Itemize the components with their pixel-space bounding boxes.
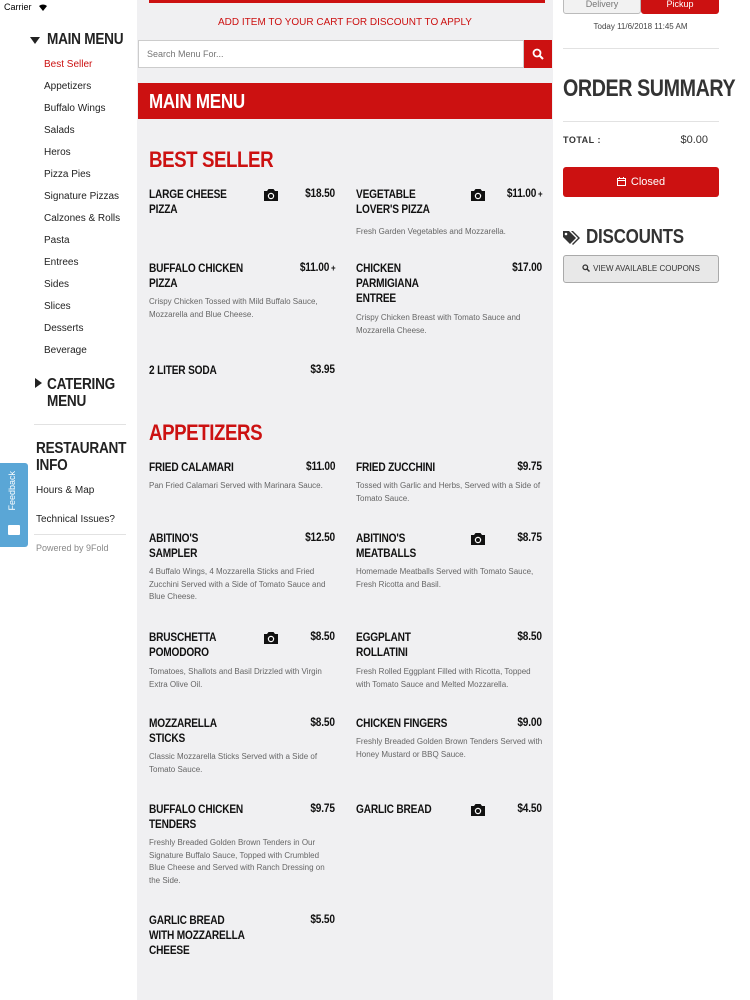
menu-item-price-value: $8.50 (310, 631, 335, 643)
catering-heading-line1: CATERING (47, 376, 115, 393)
restaurant-info-line2: INFO (36, 457, 68, 474)
sidebar-item-best-seller[interactable]: Best Seller (44, 59, 93, 70)
menu-item-price (311, 914, 335, 926)
menu-item-price-value: $8.75 (517, 532, 542, 544)
menu-item-price-value: $18.50 (305, 188, 335, 200)
menu-item-price-plus: + (537, 189, 542, 199)
search-icon (582, 264, 590, 272)
menu-item-name: FRIED ZUCCHINI (356, 462, 436, 474)
total-value: $0.00 (680, 134, 708, 146)
menu-item-description: Fresh Rolled Eggplant Filled with Ricotta, Topped with Tomato Sauce and Melted Mozzarella. (356, 667, 531, 689)
menu-item-price (299, 262, 335, 274)
best-seller-title: BEST SELLER (149, 147, 274, 172)
menu-item-price-value: $8.50 (310, 717, 335, 729)
main-menu-heading[interactable]: MAIN MENU (47, 31, 124, 48)
sidebar-divider (34, 424, 126, 425)
powered-by[interactable]: Powered by 9Fold (36, 543, 109, 553)
menu-item-name: BUFFALO CHICKEN TENDERS (149, 804, 244, 831)
sidebar-item-heros[interactable]: Heros (44, 147, 71, 158)
menu-item-price-value: $3.95 (310, 364, 335, 376)
menu-item-description: Crispy Chicken Breast with Tomato Sauce and Mozzarella Cheese. (356, 313, 521, 335)
menu-item-price (506, 188, 542, 200)
menu-item-description: 4 Buffalo Wings, 4 Mozzarella Sticks and Fried Zucchini Served with a Side of Tomato Sauce and Blue Cheese. (149, 567, 326, 601)
technical-issues-link[interactable]: Technical Issues? (36, 514, 115, 525)
sidebar-item-pizza-pies[interactable]: Pizza Pies (44, 169, 91, 180)
menu-item-price-value: $11.00 (299, 262, 329, 274)
menu-item-description: Freshly Breaded Golden Brown Tenders Served with Honey Mustard or BBQ Sauce. (356, 737, 543, 759)
menu-item-price-value: $9.75 (310, 803, 335, 815)
feedback-tab[interactable] (0, 463, 28, 547)
order-divider (563, 121, 719, 122)
menu-item-price (518, 461, 542, 473)
menu-item-price-value: $5.50 (310, 914, 335, 926)
menu-item-name: CHICKEN PARMIGIANA ENTREE (356, 263, 419, 305)
delivery-tab[interactable]: Delivery (563, 0, 641, 14)
menu-item-price (512, 262, 542, 274)
menu-item-name: ABITINO'S MEATBALLS (356, 533, 417, 560)
menu-item-name: BUFFALO CHICKEN PIZZA (149, 263, 244, 290)
menu-item-price (306, 461, 335, 473)
menu-item-price (311, 717, 335, 729)
catering-heading[interactable] (47, 376, 115, 410)
sidebar-item-sides[interactable]: Sides (44, 279, 70, 290)
menu-item-price-value: $11.00 (305, 461, 335, 473)
menu-item-price (518, 717, 542, 729)
calendar-icon (617, 177, 626, 186)
feedback-icon (8, 525, 20, 535)
menu-item-price-value: $17.00 (512, 262, 542, 274)
menu-item-price (518, 532, 542, 544)
caret-down-icon[interactable] (30, 37, 40, 44)
search-box (138, 40, 524, 68)
camera-icon[interactable] (470, 803, 486, 817)
menu-item-price-value: $11.00 (506, 188, 536, 200)
menu-item-name: CHICKEN FINGERS (356, 718, 448, 730)
menu-item-price-value: $9.00 (517, 717, 542, 729)
closed-label: Closed (630, 176, 666, 188)
hours-map-link[interactable]: Hours & Map (36, 485, 95, 496)
closed-button[interactable] (563, 167, 719, 197)
sidebar-item-entrees[interactable]: Entrees (44, 257, 79, 268)
menu-item-price (305, 188, 335, 200)
sidebar-item-signature-pizzas[interactable]: Signature Pizzas (44, 191, 120, 202)
discounts-title: DISCOUNTS (586, 226, 684, 248)
sidebar-item-appetizers[interactable]: Appetizers (44, 81, 92, 92)
order-divider (563, 48, 719, 49)
order-summary-title: ORDER SUMMARY (563, 75, 736, 102)
menu-item-name: FRIED CALAMARI (149, 462, 234, 474)
menu-item-price (305, 532, 335, 544)
catering-heading-line2: MENU (47, 393, 87, 410)
view-coupons-button[interactable] (563, 255, 719, 283)
appetizers-title: APPETIZERS (149, 420, 263, 445)
menu-item-description: Tomatoes, Shallots and Basil Drizzled with Virgin Extra Olive Oil. (149, 667, 322, 689)
carrier-label: Carrier (4, 2, 32, 12)
menu-item-price (518, 631, 542, 643)
menu-item-description: Homemade Meatballs Served with Tomato Sauce, Fresh Ricotta and Basil. (356, 567, 534, 589)
order-datetime: Today 11/6/2018 11:45 AM (593, 22, 688, 31)
menu-item-name: VEGETABLE LOVER'S PIZZA (356, 189, 430, 216)
total-label: TOTAL : (563, 135, 601, 145)
menu-item-description: Freshly Breaded Golden Brown Tenders in Our Signature Buffalo Sauce, Topped with Crumbled Blue Cheese and Served with Ranch Dressing on the Side. (149, 838, 325, 885)
pickup-tab[interactable]: Pickup (641, 0, 719, 14)
menu-item-price-value: $4.50 (517, 803, 542, 815)
menu-item-price (311, 631, 335, 643)
menu-item-price-value: $12.50 (305, 532, 335, 544)
menu-item-price-value: $8.50 (517, 631, 542, 643)
menu-item-name: MOZZARELLA STICKS (149, 718, 217, 745)
menu-item-name: 2 LITER SODA (149, 365, 217, 377)
search-input[interactable] (139, 41, 523, 67)
restaurant-info-line1: RESTAURANT (36, 440, 127, 457)
menu-item-name: LARGE CHEESE PIZZA (149, 189, 227, 216)
sidebar-item-slices[interactable]: Slices (44, 301, 71, 312)
sidebar-item-salads[interactable]: Salads (44, 125, 75, 136)
menu-item-price (311, 364, 335, 376)
feedback-label: Feedback (7, 471, 17, 511)
sidebar-item-buffalo-wings[interactable]: Buffalo Wings (44, 103, 106, 114)
menu-item-price-value: $9.75 (517, 461, 542, 473)
search-button[interactable] (524, 40, 552, 68)
search-icon (532, 48, 544, 60)
menu-item-price (311, 803, 335, 815)
sidebar-item-beverage[interactable]: Beverage (44, 345, 87, 356)
sidebar-divider (34, 534, 126, 535)
menu-item-price (518, 803, 542, 815)
menu-item-description: Classic Mozzarella Sticks Served with a Side of Tomato Sauce. (149, 752, 318, 774)
menu-item-description: Tossed with Garlic and Herbs, Served with a Side of Tomato Sauce. (356, 481, 541, 503)
menu-item-name: ABITINO'S SAMPLER (149, 533, 199, 560)
sidebar-item-pasta[interactable]: Pasta (44, 235, 70, 246)
view-coupons-label: VIEW AVAILABLE COUPONS (593, 264, 700, 273)
promo-bar (149, 0, 545, 3)
menu-panel (137, 0, 553, 1000)
menu-item-description: Crispy Chicken Tossed with Mild Buffalo Sauce, Mozzarella and Blue Cheese. (149, 297, 318, 319)
menu-item-name: GARLIC BREAD (356, 804, 432, 816)
menu-item-description: Pan Fried Calamari Served with Marinara Sauce. (149, 481, 323, 490)
order-panel (553, 0, 750, 1000)
sidebar-item-desserts[interactable]: Desserts (44, 323, 84, 334)
menu-item-name: GARLIC BREAD WITH MOZZARELLA CHEESE (149, 915, 245, 957)
main-menu-title: MAIN MENU (149, 91, 245, 113)
sidebar-item-calzones-rolls[interactable]: Calzones & Rolls (44, 213, 121, 224)
tags-icon (563, 229, 582, 245)
main-menu-banner (138, 83, 552, 119)
menu-item-name: EGGPLANT ROLLATINI (356, 632, 411, 659)
restaurant-info-heading (36, 440, 126, 474)
menu-item-price-plus: + (330, 263, 335, 273)
promo-text: ADD ITEM TO YOUR CART FOR DISCOUNT TO APPLY (218, 17, 472, 28)
caret-right-icon[interactable] (35, 378, 42, 388)
camera-icon[interactable] (470, 532, 486, 546)
menu-item-description: Fresh Garden Vegetables and Mozzarella. (356, 227, 506, 236)
camera-icon[interactable] (263, 188, 279, 202)
camera-icon[interactable] (470, 188, 486, 202)
camera-icon[interactable] (263, 631, 279, 645)
menu-item-name: BRUSCHETTA POMODORO (149, 632, 216, 659)
